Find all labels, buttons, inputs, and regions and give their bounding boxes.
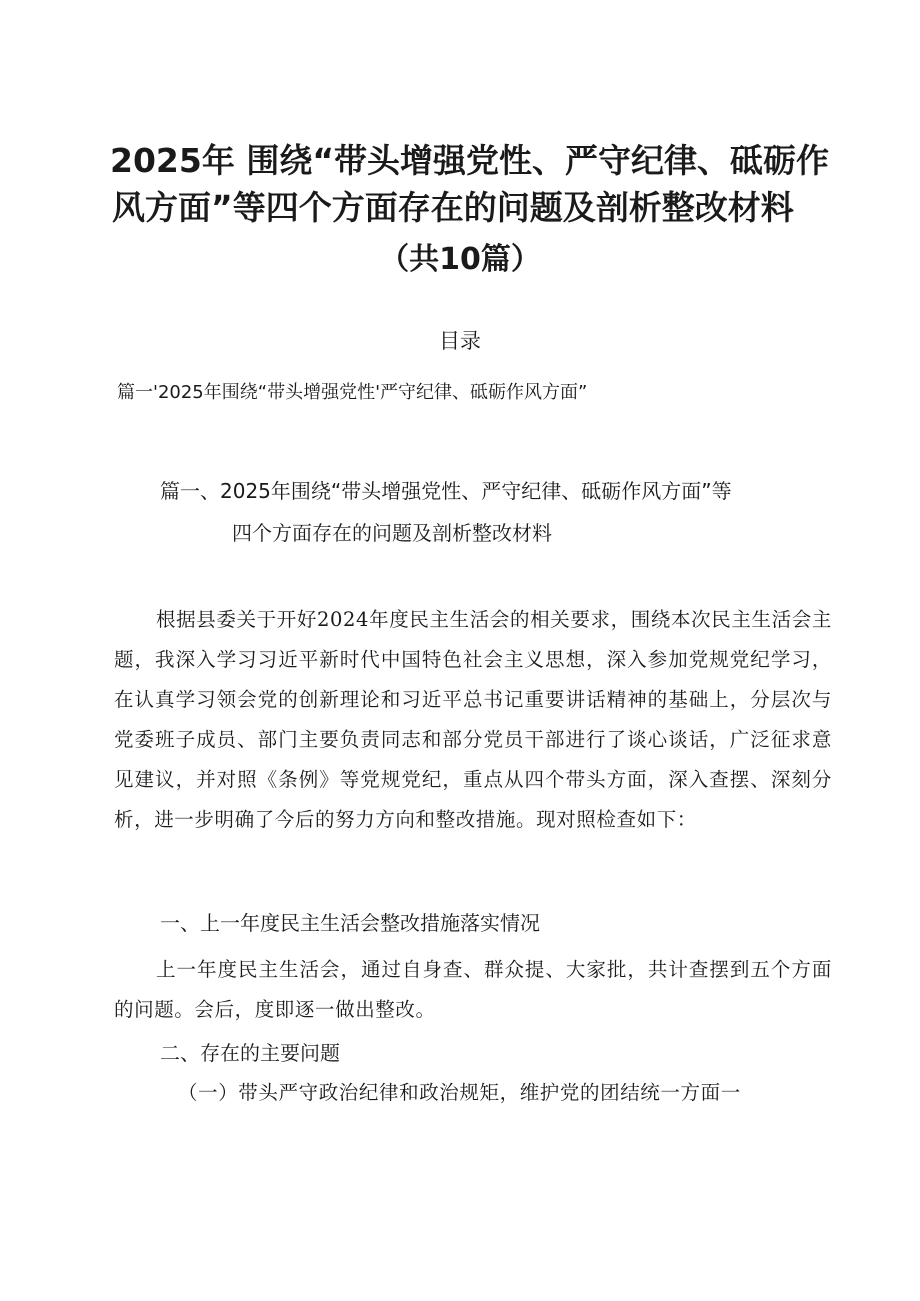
heading-two: 二、存在的主要问题	[160, 1041, 340, 1065]
title-line-1: 2025年 围绕“带头增强党性、严守纪律、砥砺作	[110, 141, 830, 180]
toc-entry[interactable]: 篇一'2025年围绕“带头增强党性'严守纪律、砥砺作风方面”	[117, 382, 588, 403]
section-heading-line-1: 篇一、2025年围绕“带头增强党性、严守纪律、砥砺作风方面”等	[160, 479, 732, 503]
toc-title: 目录	[439, 329, 481, 353]
section-heading	[160, 470, 850, 554]
heading-one: 一、上一年度民主生活会整改措施落实情况	[160, 911, 540, 935]
paragraph-intro: 根据县委关于开好2024年度民主生活会的相关要求，围绕本次民主生活会主题，我深入学习习近平新时代中国特色社会主义思想，深入参加党规党纪学习，在认真学习领会党的创新理论和习近平总书记重要讲话精神的基础上，分层次与党委班子成员、部门主要负责同志和部分党员干部进行了谈心谈话，广泛征求意见建议，并对照《条例》等党规党纪，重点从四个带头方面，深入查摆、深刻分析，进一步明确了今后的努力方向和整改措施。现对照检查如下：	[114, 608, 832, 831]
section-heading-line-2: 四个方面存在的问题及剖析整改材料	[232, 521, 552, 545]
title-line-2: 风方面”等四个方面存在的问题及剖析整改材料	[112, 188, 794, 227]
paragraph-issue-one: （一）带头严守政治纪律和政治规矩，维护党的团结统一方面一	[178, 1081, 741, 1104]
paragraph-previous-year: 上一年度民主生活会，通过自身查、群众提、大家批，共计查摆到五个方面的问题。会后，度即逐一做出整改。	[114, 958, 832, 1021]
document-subtitle: （共10篇）	[379, 242, 541, 277]
document-title	[110, 137, 830, 231]
